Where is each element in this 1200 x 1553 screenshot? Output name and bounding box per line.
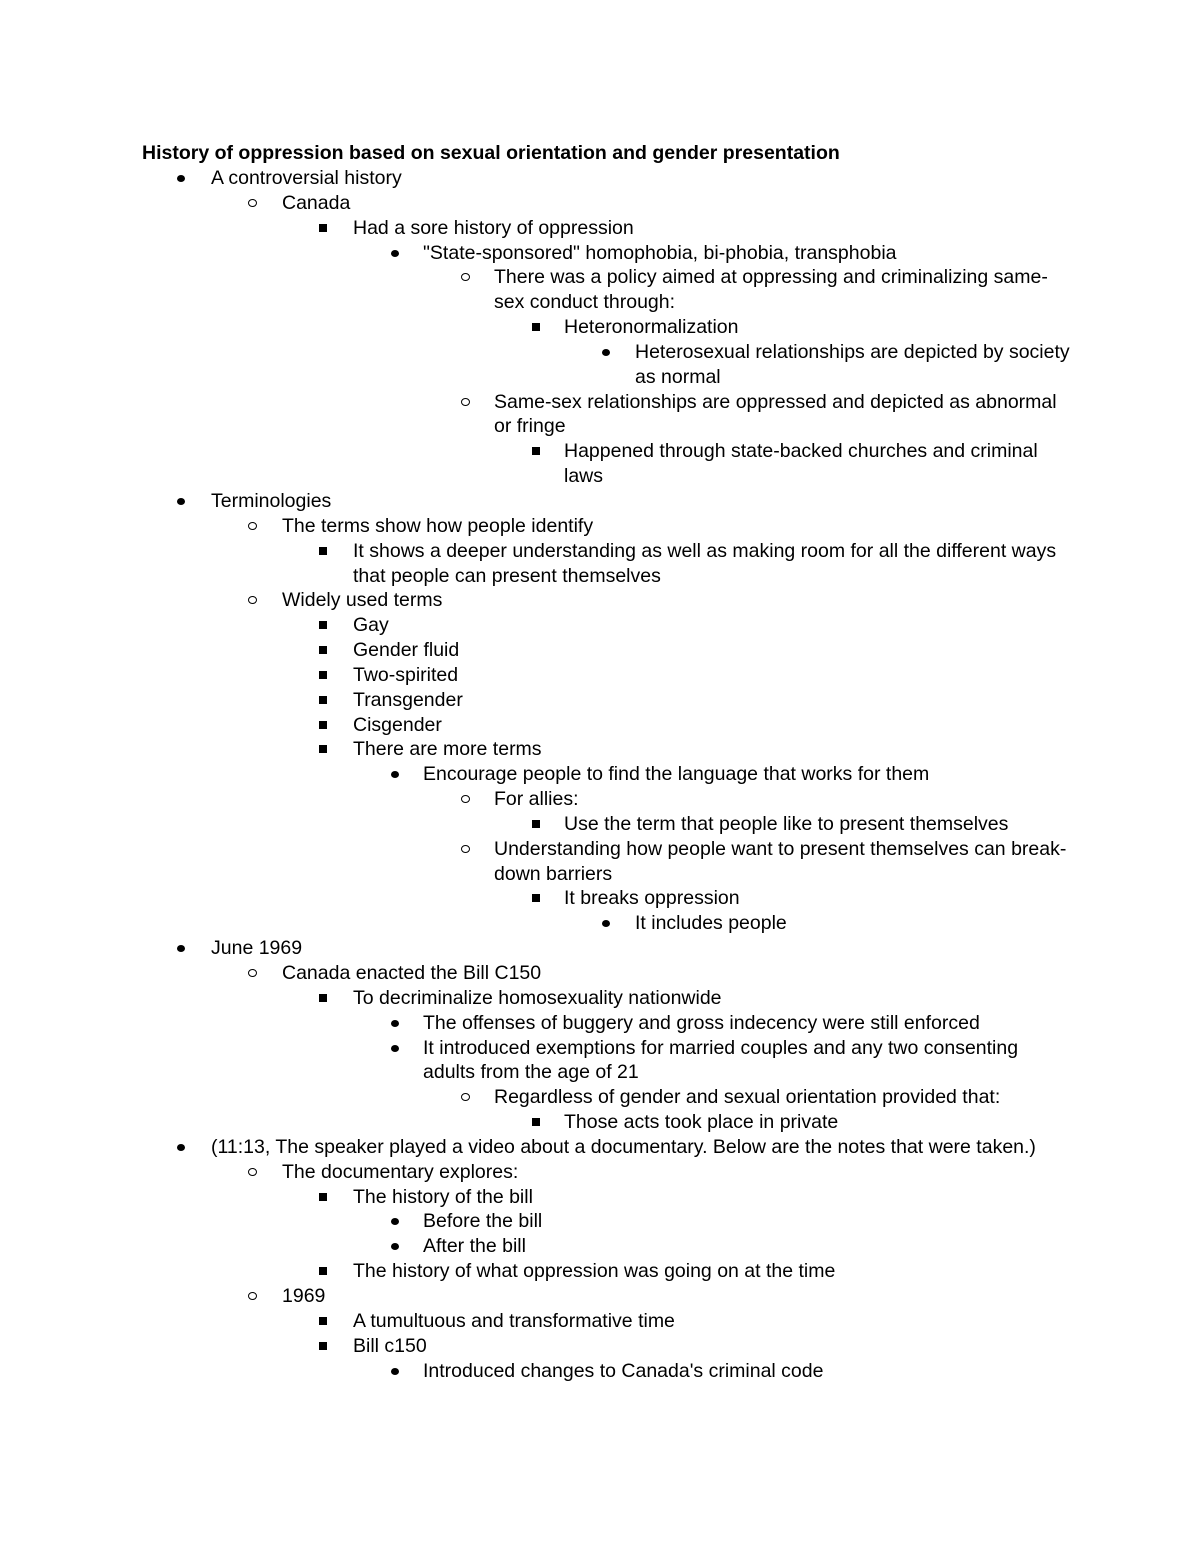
outline-item (0, 1209, 1071, 1234)
outline-item (0, 439, 1071, 489)
outline-item (0, 1036, 1071, 1086)
outline-item-text: Encourage people to find the language that works for them (423, 763, 930, 786)
outline-item (0, 638, 1071, 663)
outline-item-text: After the bill (423, 1235, 526, 1258)
outline-item (0, 762, 1071, 787)
outline-item (0, 688, 1071, 713)
disc-bullet-icon (177, 498, 185, 505)
outline-item (0, 489, 1071, 514)
outline-item (0, 837, 1071, 887)
circle-bullet-icon (461, 273, 470, 281)
outline-item-text: It includes people (635, 912, 787, 935)
square-bullet-icon (319, 1267, 327, 1275)
outline-item (0, 1110, 1071, 1135)
outline-item-text: Gender fluid (353, 639, 460, 662)
outline-item-text: Heteronormalization (564, 316, 739, 339)
outline-item (0, 663, 1071, 688)
outline-item (0, 191, 1071, 216)
outline-item (0, 1259, 1071, 1284)
outline-item (0, 1085, 1071, 1110)
square-bullet-icon (319, 224, 327, 232)
outline-item (0, 1284, 1071, 1309)
square-bullet-icon (532, 894, 540, 902)
outline-item-text: The history of the bill (353, 1185, 533, 1208)
circle-bullet-icon (248, 969, 257, 977)
outline-item (0, 216, 1071, 241)
circle-bullet-icon (461, 845, 470, 853)
outline-item-text: Before the bill (423, 1210, 543, 1233)
outline-item-text: Bill c150 (353, 1334, 427, 1357)
outline-item (0, 936, 1071, 961)
outline-item (0, 812, 1071, 837)
outline-item-text: A tumultuous and transformative time (353, 1309, 675, 1332)
outline-item-text: June 1969 (211, 937, 303, 960)
outline-item-text: Terminologies (211, 489, 332, 512)
square-bullet-icon (319, 621, 327, 629)
outline-item-text: Heterosexual relationships are depicted by society as normal (635, 340, 1070, 388)
square-bullet-icon (319, 1193, 327, 1201)
outline-item-text: Transgender (353, 688, 463, 711)
outline-item (0, 315, 1071, 340)
outline-item-text: Canada (282, 191, 351, 214)
outline-item (0, 886, 1071, 911)
outline-item (0, 1334, 1071, 1359)
outline-item-text: The terms show how people identify (282, 514, 594, 537)
outline-item-text: There was a policy aimed at oppressing and criminalizing same-sex conduct through: (494, 266, 1048, 314)
square-bullet-icon (319, 1317, 327, 1325)
disc-bullet-icon (391, 1243, 399, 1250)
outline-item (0, 1234, 1071, 1259)
outline-item-text: It breaks oppression (564, 887, 740, 910)
outline-item-text: The documentary explores: (282, 1160, 519, 1183)
outline-item-text: It shows a deeper understanding as well as making room for all the different ways that people can present themselves (353, 539, 1057, 587)
circle-bullet-icon (248, 522, 257, 530)
circle-bullet-icon (461, 398, 470, 406)
outline-item-text: Happened through state-backed churches and criminal laws (564, 440, 1038, 488)
outline-item (0, 1011, 1071, 1036)
outline-item-text: Same-sex relationships are oppressed and depicted as abnormal or fringe (494, 390, 1057, 438)
outline-item (0, 787, 1071, 812)
disc-bullet-icon (391, 1368, 399, 1375)
square-bullet-icon (319, 1342, 327, 1350)
disc-bullet-icon (391, 1218, 399, 1225)
circle-bullet-icon (248, 1292, 257, 1300)
square-bullet-icon (532, 820, 540, 828)
document-title: History of oppression based on sexual orientation and gender presentation (142, 142, 840, 164)
outline-item-text: Use the term that people like to present themselves (564, 812, 1009, 835)
circle-bullet-icon (461, 1093, 470, 1101)
disc-bullet-icon (391, 250, 399, 257)
outline-item-text: It introduced exemptions for married couples and any two consenting adults from the age of 21 (423, 1036, 1019, 1084)
outline-item (0, 713, 1071, 738)
outline-item (0, 961, 1071, 986)
square-bullet-icon (532, 1118, 540, 1126)
outline-item-text: 1969 (282, 1284, 326, 1307)
square-bullet-icon (532, 323, 540, 331)
square-bullet-icon (319, 547, 327, 555)
outline-item-text: The offenses of buggery and gross indecency were still enforced (423, 1011, 980, 1034)
outline-item (0, 514, 1071, 539)
circle-bullet-icon (248, 199, 257, 207)
outline-item (0, 737, 1071, 762)
circle-bullet-icon (248, 1168, 257, 1176)
outline-item (0, 1185, 1071, 1210)
outline-item-text: Cisgender (353, 713, 442, 736)
outline-item (0, 241, 1071, 266)
outline-item-text: "State-sponsored" homophobia, bi-phobia, transphobia (423, 241, 897, 264)
outline-item-text: Two-spirited (353, 663, 459, 686)
circle-bullet-icon (461, 795, 470, 803)
square-bullet-icon (319, 646, 327, 654)
outline-item-text: (11:13, The speaker played a video about a documentary. Below are the notes that were taken.) (211, 1135, 1036, 1158)
outline-item (0, 588, 1071, 613)
outline-item (0, 911, 1071, 936)
disc-bullet-icon (177, 175, 185, 182)
disc-bullet-icon (177, 945, 185, 952)
outline-item-text: Regardless of gender and sexual orientation provided that: (494, 1086, 1001, 1109)
disc-bullet-icon (177, 1144, 185, 1151)
outline-item (0, 539, 1071, 589)
outline-item (0, 613, 1071, 638)
outline-item-text: Canada enacted the Bill C150 (282, 962, 542, 984)
disc-bullet-icon (391, 1020, 399, 1027)
outline-item (0, 1160, 1071, 1185)
square-bullet-icon (319, 671, 327, 679)
outline-item-text: Widely used terms (282, 589, 443, 612)
outline-item (0, 340, 1071, 390)
outline-item-text: Those acts took place in private (564, 1111, 839, 1134)
outline-item-text: A controversial history (211, 167, 402, 189)
square-bullet-icon (319, 745, 327, 753)
outline-item (0, 1309, 1071, 1334)
outline-item (0, 390, 1071, 440)
square-bullet-icon (319, 696, 327, 704)
outline-item (0, 1135, 1071, 1160)
outline-item-text: To decriminalize homosexuality nationwide (353, 986, 722, 1009)
outline-item-text: Had a sore history of oppression (353, 216, 634, 239)
outline-item (0, 986, 1071, 1011)
outline-item-text: Understanding how people want to present themselves can break-down barriers (494, 837, 1067, 885)
square-bullet-icon (319, 721, 327, 729)
outline-item (0, 265, 1071, 315)
disc-bullet-icon (391, 771, 399, 778)
outline-list (0, 166, 1200, 1383)
outline-item-text: There are more terms (353, 738, 542, 761)
square-bullet-icon (319, 994, 327, 1002)
outline-item (0, 1359, 1071, 1384)
outline-item (0, 166, 1071, 191)
outline-item-text: For allies: (494, 788, 579, 811)
square-bullet-icon (532, 447, 540, 455)
circle-bullet-icon (248, 596, 257, 604)
outline-item-text: Gay (353, 614, 389, 637)
disc-bullet-icon (602, 920, 610, 927)
outline-item-text: The history of what oppression was going on at the time (353, 1260, 836, 1283)
disc-bullet-icon (391, 1045, 399, 1052)
outline-item-text: Introduced changes to Canada's criminal code (423, 1359, 824, 1382)
disc-bullet-icon (602, 349, 610, 356)
